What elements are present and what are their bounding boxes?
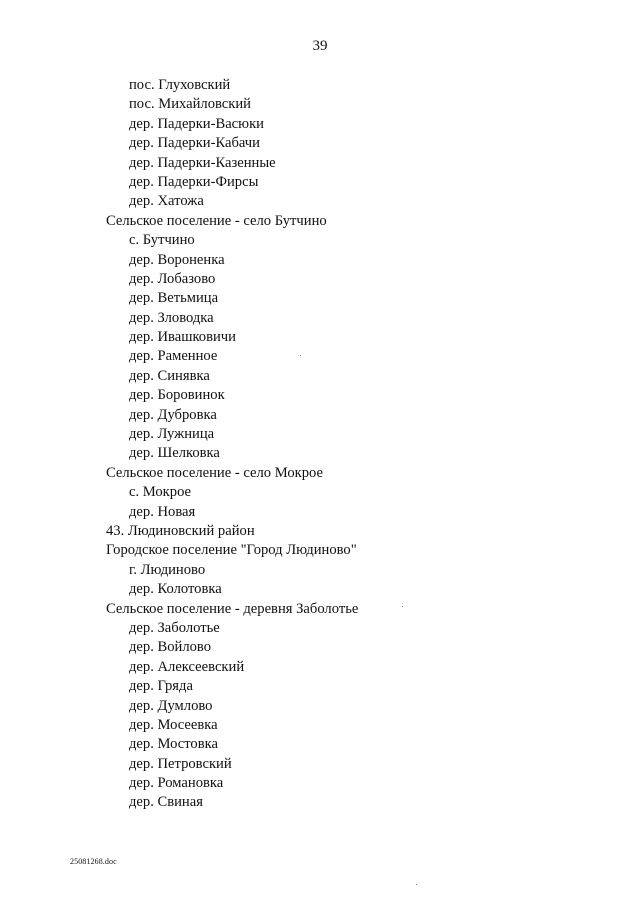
settlement-entry: дер. Лужница: [129, 426, 215, 443]
settlement-entry: дер. Падерки-Казенные: [129, 154, 276, 171]
settlement-group-heading: Городское поселение "Город Людиново": [106, 542, 357, 559]
settlement-entry: дер. Колотовка: [129, 581, 222, 598]
page-number: 39: [312, 38, 328, 54]
scan-speck: [402, 606, 403, 607]
settlement-entry: дер. Хатожа: [129, 193, 204, 210]
settlement-entry: дер. Романовка: [129, 775, 224, 792]
settlement-entry: пос. Глуховский: [129, 77, 231, 93]
settlement-entry: дер. Падерки-Васюки: [129, 115, 264, 132]
settlement-entry: дер. Гряда: [129, 678, 193, 695]
settlement-entry: дер. Боровинок: [129, 387, 225, 404]
settlement-entry: дер. Лобазово: [129, 270, 216, 287]
settlement-entry: дер. Войлово: [129, 639, 212, 656]
settlement-entry: пос. Михайловский: [129, 96, 251, 113]
settlement-entry: дер. Синявка: [129, 367, 210, 384]
settlement-group-heading: 43. Людиновский район: [106, 522, 255, 539]
settlement-entry: дер. Алексеевский: [129, 658, 245, 675]
scan-speck: [416, 884, 417, 885]
document-file-name: 25081268.doc: [70, 857, 117, 866]
settlement-entry: дер. Петровский: [129, 755, 232, 772]
settlement-entry: с. Бутчино: [129, 232, 195, 249]
settlement-entry: дер. Раменное: [129, 348, 218, 365]
settlement-entry: дер. Вороненка: [129, 251, 225, 268]
settlement-entry: дер. Падерки-Кабачи: [129, 135, 260, 152]
settlement-entry: дер. Мостовка: [129, 736, 218, 753]
settlement-entry: дер. Ветьмица: [129, 290, 219, 307]
settlement-entry: дер. Шелковка: [129, 445, 220, 462]
settlement-entry: дер. Думлово: [129, 697, 213, 714]
settlement-entry: с. Мокрое: [129, 484, 192, 501]
settlement-entry: дер. Заболотье: [129, 619, 220, 636]
settlement-group-heading: Сельское поселение - село Мокрое: [106, 464, 323, 481]
settlement-group-heading: Сельское поселение - село Бутчино: [106, 212, 327, 229]
settlement-entry: дер. Падерки-Фирсы: [129, 173, 259, 190]
settlement-entry: г. Людиново: [129, 561, 206, 578]
settlement-entry: дер. Ивашковичи: [129, 329, 236, 346]
settlement-entry: дер. Дубровка: [129, 406, 217, 423]
scan-speck: [300, 355, 301, 356]
settlement-entry: дер. Мосеевка: [129, 716, 218, 733]
settlement-list: [106, 76, 358, 813]
settlement-entry: дер. Новая: [129, 503, 196, 520]
settlement-entry: дер. Свиная: [129, 794, 203, 811]
settlement-entry: дер. Зловодка: [129, 309, 214, 326]
settlement-group-heading: Сельское поселение - деревня Заболотье: [106, 600, 359, 617]
